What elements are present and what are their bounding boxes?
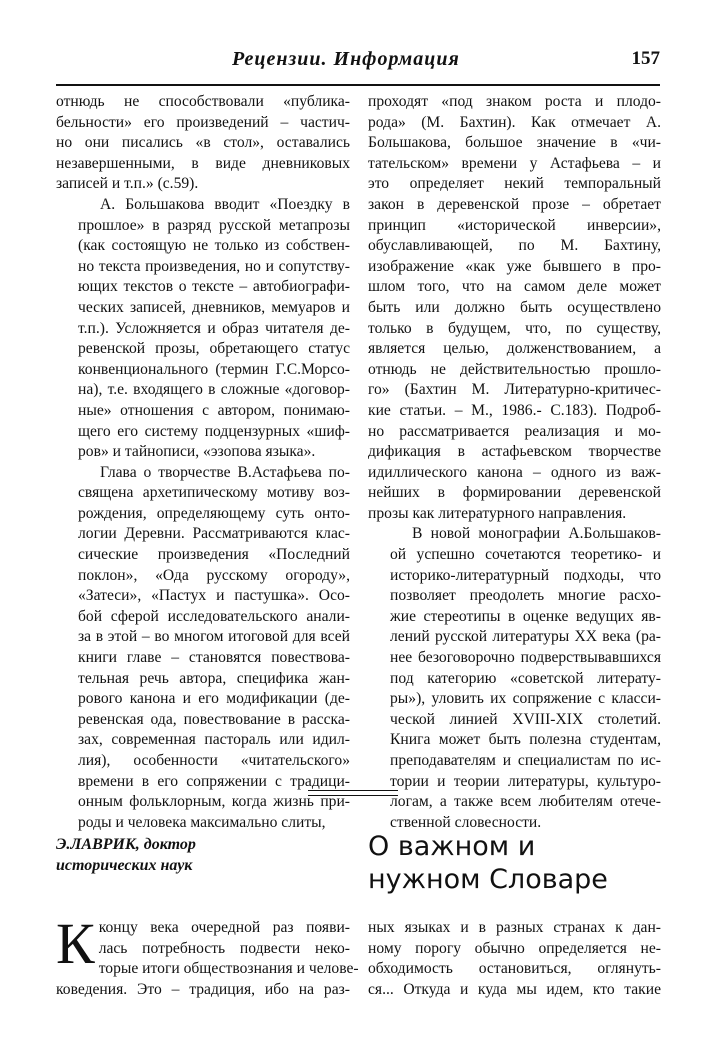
text-line: обуславливающей, по М. Бахтину, — [368, 237, 661, 255]
text-line: прошлое» в разряд русской метапрозы — [78, 216, 350, 234]
text-line: шлом того, что на самом деле может — [368, 278, 661, 296]
text-line: логии Деревни. Рассматриваются клас- — [78, 525, 350, 543]
text-line: сические произведения «Последний — [78, 546, 350, 564]
text-line: отнюдь не действительностью прошло- — [368, 360, 661, 378]
text-line: ных языках и в разных странах к дан- — [368, 919, 661, 936]
text-line: отнюдь не способствовали «публика- — [56, 93, 350, 110]
text-line: преподавателям и специалистам по ис- — [390, 752, 661, 769]
text-line: является целью, долженствованием, а — [368, 340, 661, 358]
text-line: лия), особенности «читательского» — [78, 752, 350, 769]
text-line: но текста произведения, но и сопутству- — [78, 257, 350, 275]
right-column — [368, 92, 661, 833]
text-line: поклон», «Ода русскому огороду», — [78, 566, 350, 584]
section-divider — [308, 790, 398, 796]
text-line: ческой линией XVIII-XIX столетий. — [390, 710, 661, 728]
text-line: но рассматривается реализация и мо- — [368, 422, 661, 440]
text-line: ся... Откуда и куда мы идем, кто такие — [368, 980, 661, 998]
text-line: принцип «исторической инверсии», — [368, 216, 661, 234]
text-line: Глава о творчестве В.Астафьева по- — [100, 463, 350, 481]
text-line: тории и теории литературы, культуро- — [390, 772, 661, 790]
drop-cap: К — [56, 911, 95, 976]
text-line: записей и т.п.» (с.59). — [56, 175, 199, 193]
text-line: логам, а также всем любителям отече- — [390, 793, 661, 811]
text-line: зах, современная пастораль или идил- — [78, 731, 350, 749]
text-line: конвенционального (термин Г.С.Морсо- — [78, 360, 350, 378]
text-line: рового канона и его модификации (де- — [78, 690, 350, 708]
text-line: ные» отношения с автором, понимаю- — [78, 401, 350, 419]
article-title-line: нужном Словаре — [368, 864, 608, 895]
text-line: ревенская ода, повествование в расска- — [78, 710, 350, 728]
text-line: В новой монографии А.Большаков- — [412, 525, 661, 543]
text-line: позволяет преодолеть многие расхо- — [390, 587, 661, 605]
text-line: ному порогу обычно определяется не- — [368, 939, 661, 957]
left-column — [56, 92, 350, 833]
text-line: ров» и тайнописи, «эзопова языка». — [78, 443, 316, 461]
text-line: нее безоговорочно подверствывавшихся — [390, 649, 661, 667]
text-line: прозы как литературного направления. — [368, 504, 627, 522]
text-line: тательском» времени у Астафьева – и — [368, 154, 661, 172]
text-line: ственной словесности. — [390, 813, 542, 831]
text-line: священа архетипическому мотиву воз- — [78, 484, 350, 502]
text-line: лась потребность подвести неко- — [98, 939, 350, 957]
text-line: онным фольклорным, когда жизнь при- — [78, 793, 350, 811]
text-line: это определяет некий темпоральный — [368, 175, 661, 193]
paragraph — [368, 92, 661, 524]
text-line: (как состоящую не только из собствен- — [78, 237, 350, 255]
text-line: на), т.е. входящего в сложные «договор- — [78, 381, 350, 399]
author-name: Э.ЛАВРИК, доктор — [56, 836, 196, 853]
text-line: ры»), уловить их сопряжение с класси- — [390, 690, 661, 708]
text-line: только в будущем, что, по существу, — [368, 319, 661, 337]
text-line: ющих текстов о тексте – автобиографи- — [78, 278, 350, 296]
text-line: рождения, определяющему суть онто- — [78, 504, 350, 522]
article-title-line: О важном и — [368, 831, 536, 862]
article-title — [368, 830, 668, 896]
paragraph — [56, 463, 350, 834]
text-line: бой сферой исследовательского анали- — [78, 607, 350, 625]
text-line: ой успешно сочетаются теоретико- и — [390, 546, 661, 564]
text-line: за в этой – во многом итоговой для всей — [78, 628, 350, 646]
article-author — [56, 834, 316, 876]
text-line: быть или должно быть осуществлено — [368, 298, 661, 316]
text-line: дификация в астафьевском творчестве — [368, 443, 661, 461]
text-line: обходимость остановиться, оглянуть- — [368, 960, 661, 978]
text-line: незавершенными, в виде дневниковых — [56, 154, 350, 172]
text-line: Книга может быть полезна студентам, — [390, 731, 661, 749]
text-line: жие стереотипы в оценке ведущих яв- — [390, 607, 661, 625]
author-title: исторических наук — [56, 857, 193, 874]
article-left-column — [56, 911, 359, 1000]
text-line: проходят «под знаком роста и плодо- — [368, 93, 661, 110]
text-line: кие статьи. – М., 1986.- С.183). Подроб- — [368, 401, 661, 419]
text-line: торые итоги обществознания и челове- — [98, 960, 359, 978]
text-line: А. Большакова вводит «Поездку в — [100, 195, 350, 213]
paragraph — [56, 195, 350, 463]
article-right-column — [368, 918, 661, 1000]
paragraph — [56, 92, 350, 195]
text-line: но они писались «в стол», оставались — [56, 134, 350, 152]
text-line: роды и человека максимально слиты, — [78, 813, 326, 831]
text-line: Большакова, большое значение в «чи- — [368, 134, 661, 152]
text-line: книги главе – становятся повествова- — [78, 649, 350, 667]
text-line: лений русской литературы XX века (ра- — [390, 628, 661, 646]
text-line: ревенской прозы, обретающего статус — [78, 340, 350, 358]
paragraph — [368, 524, 661, 833]
text-line: т.п.). Усложняется и образ читателя де- — [78, 319, 350, 337]
page-number: 157 — [631, 48, 660, 69]
text-line: времени в его сопряжении с традици- — [78, 772, 350, 790]
text-line: щего его систему подцензурных «шиф- — [78, 422, 350, 440]
text-line: концу века очередной раз появи- — [98, 919, 350, 936]
text-line: тельная речь автора, специфика жан- — [78, 669, 350, 687]
text-line: изображение «как уже бывшего в про- — [368, 257, 661, 275]
running-header — [56, 44, 660, 86]
section-title: Рецензии. Информация — [232, 48, 460, 70]
text-line: ческих записей, дневников, мемуаров и — [78, 298, 350, 316]
text-line: бельности» его произведений – частич- — [56, 113, 350, 131]
text-line: историко-литературный подходы, что — [390, 566, 661, 584]
text-line: идиллического канона – одного из важ- — [368, 463, 661, 481]
text-line: под категорию «советской литерату- — [390, 669, 661, 687]
text-line: рода» (М. Бахтин). Как отмечает А. — [368, 113, 661, 131]
text-line: «Затеси», «Пастух и пастушка». Осо- — [78, 587, 350, 605]
text-line: го» (Бахтин М. Литературно-критичес- — [368, 381, 661, 399]
text-line: коведения. Это – традиция, ибо на раз- — [56, 980, 350, 998]
text-line: нейших в формировании деревенской — [368, 484, 661, 502]
text-line: закон в деревенской прозе – обретает — [368, 195, 661, 213]
